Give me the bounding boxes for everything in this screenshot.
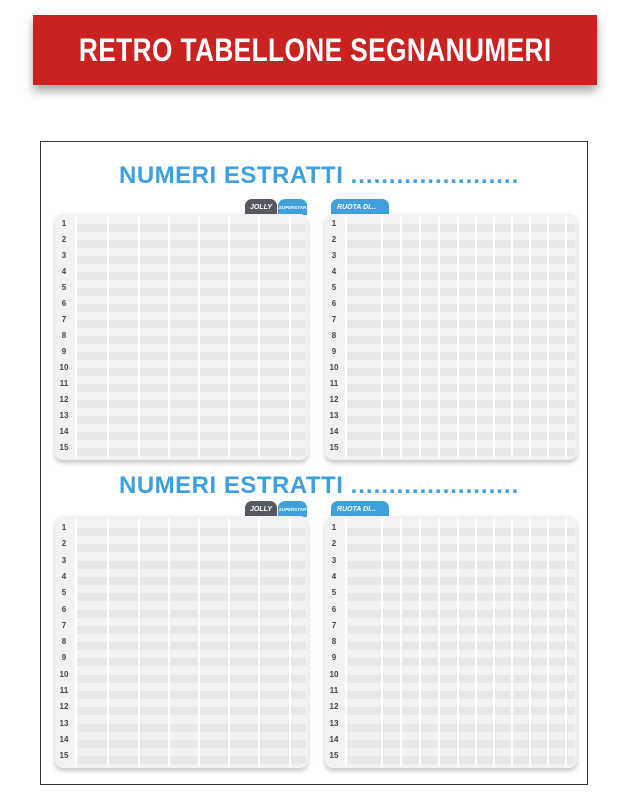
row-number: 7 xyxy=(331,315,337,324)
column-divider xyxy=(419,216,421,458)
row-band xyxy=(75,610,306,618)
column-divider xyxy=(258,518,260,766)
column-divider xyxy=(75,518,77,766)
row-band xyxy=(345,288,575,296)
column-divider xyxy=(400,216,402,458)
row-number: 2 xyxy=(61,235,67,244)
row-number: 3 xyxy=(331,555,337,565)
row-band xyxy=(75,626,306,634)
heading-text: NUMERI ESTRATTI xyxy=(119,472,344,499)
row-number: 13 xyxy=(59,718,69,728)
numbers-grid-left xyxy=(55,516,308,768)
column-divider xyxy=(107,216,109,458)
row-band xyxy=(345,561,575,569)
scoresheet xyxy=(40,141,588,785)
row-number: 4 xyxy=(331,267,337,276)
column-divider xyxy=(228,518,230,766)
title-banner xyxy=(33,15,597,85)
row-band xyxy=(345,675,575,683)
row-number: 13 xyxy=(329,718,339,728)
row-number: 8 xyxy=(331,331,337,340)
column-divider xyxy=(493,216,495,458)
row-number: 12 xyxy=(59,702,69,712)
row-number: 11 xyxy=(59,379,69,388)
row-band xyxy=(75,675,306,683)
row-number: 3 xyxy=(61,251,67,260)
column-divider xyxy=(345,216,347,458)
row-band xyxy=(345,368,575,376)
column-divider xyxy=(345,518,347,766)
row-band xyxy=(345,352,575,360)
row-band xyxy=(345,593,575,601)
row-number: 6 xyxy=(331,604,337,614)
row-number: 2 xyxy=(331,235,337,244)
column-divider xyxy=(258,216,260,458)
banner-title: RETRO TABELLONE SEGNANUMERI xyxy=(78,31,552,68)
row-number: 4 xyxy=(61,267,67,276)
row-band xyxy=(75,528,306,536)
column-divider xyxy=(198,216,200,458)
row-band xyxy=(345,528,575,536)
row-band xyxy=(345,724,575,732)
row-band xyxy=(75,416,306,424)
row-number: 15 xyxy=(59,443,69,452)
row-band xyxy=(75,240,306,248)
section-heading xyxy=(119,472,519,500)
jolly-tab: JOLLY xyxy=(245,501,277,517)
row-band xyxy=(345,336,575,344)
row-band xyxy=(75,707,306,715)
row-number: 14 xyxy=(59,427,69,436)
row-band xyxy=(75,658,306,666)
row-number: 14 xyxy=(59,734,69,744)
row-number: 14 xyxy=(329,427,339,436)
row-band xyxy=(75,432,306,440)
column-divider xyxy=(511,518,513,766)
column-divider xyxy=(138,216,140,458)
column-divider xyxy=(75,216,77,458)
row-number: 10 xyxy=(59,669,69,679)
row-band xyxy=(345,610,575,618)
row-number: 1 xyxy=(331,523,337,532)
row-number: 4 xyxy=(331,571,337,581)
row-number: 3 xyxy=(61,555,67,565)
row-number: 9 xyxy=(331,653,337,663)
row-band xyxy=(75,272,306,280)
row-band xyxy=(75,593,306,601)
section-heading xyxy=(119,162,519,190)
row-band xyxy=(75,561,306,569)
ruota-tab: RUOTA DI... xyxy=(331,199,389,215)
column-divider xyxy=(457,216,459,458)
row-band xyxy=(75,400,306,408)
column-divider xyxy=(565,518,567,766)
row-band xyxy=(345,642,575,650)
row-band xyxy=(75,577,306,585)
row-band xyxy=(75,304,306,312)
column-divider xyxy=(438,216,440,458)
row-number: 15 xyxy=(329,751,339,761)
row-band xyxy=(75,691,306,699)
ruota-tab: RUOTA DI... xyxy=(331,501,389,517)
row-number: 15 xyxy=(329,443,339,452)
row-band xyxy=(75,756,306,764)
row-number: 2 xyxy=(61,539,67,549)
row-band xyxy=(345,544,575,552)
column-divider xyxy=(168,216,170,458)
column-divider xyxy=(475,216,477,458)
row-number: 6 xyxy=(61,299,67,308)
numbers-grid-right xyxy=(325,516,577,768)
row-number: 11 xyxy=(59,686,69,695)
row-number: 2 xyxy=(331,539,337,549)
superstar-tab: SUPERSTAR xyxy=(278,199,307,215)
row-number: 11 xyxy=(329,379,339,388)
column-divider xyxy=(493,518,495,766)
column-divider xyxy=(168,518,170,766)
row-band xyxy=(345,577,575,585)
numbers-grid-right xyxy=(325,214,577,460)
row-number: 9 xyxy=(331,347,337,356)
heading-dots: ...................... xyxy=(350,472,520,499)
column-divider xyxy=(547,216,549,458)
row-number: 1 xyxy=(331,219,337,228)
row-number: 10 xyxy=(329,363,339,372)
row-number: 13 xyxy=(59,411,69,420)
row-band xyxy=(345,432,575,440)
row-band xyxy=(345,416,575,424)
column-divider xyxy=(419,518,421,766)
row-number: 3 xyxy=(331,251,337,260)
row-number: 6 xyxy=(61,604,67,614)
column-divider xyxy=(289,518,291,766)
column-divider xyxy=(565,216,567,458)
row-band xyxy=(75,256,306,264)
column-divider xyxy=(547,518,549,766)
superstar-tab: SUPERSTAR xyxy=(278,501,307,517)
column-divider xyxy=(457,518,459,766)
row-band xyxy=(75,642,306,650)
row-band xyxy=(75,448,306,456)
row-band xyxy=(75,740,306,748)
column-divider xyxy=(511,216,513,458)
row-band xyxy=(345,740,575,748)
column-divider xyxy=(289,216,291,458)
row-number: 5 xyxy=(331,588,337,598)
row-number: 8 xyxy=(331,637,337,647)
row-number: 13 xyxy=(329,411,339,420)
row-band xyxy=(345,400,575,408)
row-band xyxy=(75,724,306,732)
column-divider xyxy=(475,518,477,766)
row-band xyxy=(345,626,575,634)
row-band xyxy=(345,272,575,280)
row-band xyxy=(345,240,575,248)
row-number: 5 xyxy=(61,588,67,598)
column-divider xyxy=(529,216,531,458)
heading-text: NUMERI ESTRATTI xyxy=(119,162,344,189)
row-band xyxy=(75,320,306,328)
row-band xyxy=(75,544,306,552)
row-band xyxy=(345,756,575,764)
jolly-tab: JOLLY xyxy=(245,199,277,215)
row-band xyxy=(345,256,575,264)
column-divider xyxy=(438,518,440,766)
row-band xyxy=(345,691,575,699)
row-number: 12 xyxy=(59,395,69,404)
column-divider xyxy=(381,518,383,766)
row-band xyxy=(75,336,306,344)
row-number: 11 xyxy=(329,686,339,695)
row-band xyxy=(345,384,575,392)
row-band xyxy=(345,320,575,328)
row-number: 1 xyxy=(61,219,67,228)
row-band xyxy=(345,658,575,666)
column-divider xyxy=(529,518,531,766)
row-number: 14 xyxy=(329,734,339,744)
row-number: 10 xyxy=(329,669,339,679)
row-band xyxy=(345,224,575,232)
row-band xyxy=(75,368,306,376)
row-band xyxy=(75,384,306,392)
row-number: 6 xyxy=(331,299,337,308)
column-divider xyxy=(107,518,109,766)
row-number: 5 xyxy=(331,283,337,292)
heading-dots: ...................... xyxy=(350,162,520,189)
row-number: 4 xyxy=(61,571,67,581)
column-divider xyxy=(138,518,140,766)
column-divider xyxy=(228,216,230,458)
row-number: 10 xyxy=(59,363,69,372)
column-divider xyxy=(381,216,383,458)
row-number: 15 xyxy=(59,751,69,761)
row-number: 12 xyxy=(329,395,339,404)
row-number: 12 xyxy=(329,702,339,712)
row-band xyxy=(345,304,575,312)
row-number: 7 xyxy=(61,620,67,630)
row-band xyxy=(75,288,306,296)
row-number: 1 xyxy=(61,523,67,532)
row-band xyxy=(345,707,575,715)
row-number: 8 xyxy=(61,331,67,340)
column-divider xyxy=(198,518,200,766)
row-number: 7 xyxy=(61,315,67,324)
row-band xyxy=(345,448,575,456)
row-number: 9 xyxy=(61,653,67,663)
row-number: 7 xyxy=(331,620,337,630)
numbers-grid-left xyxy=(55,214,308,460)
column-divider xyxy=(400,518,402,766)
row-number: 8 xyxy=(61,637,67,647)
row-number: 9 xyxy=(61,347,67,356)
row-number: 5 xyxy=(61,283,67,292)
row-band xyxy=(75,352,306,360)
row-band xyxy=(75,224,306,232)
